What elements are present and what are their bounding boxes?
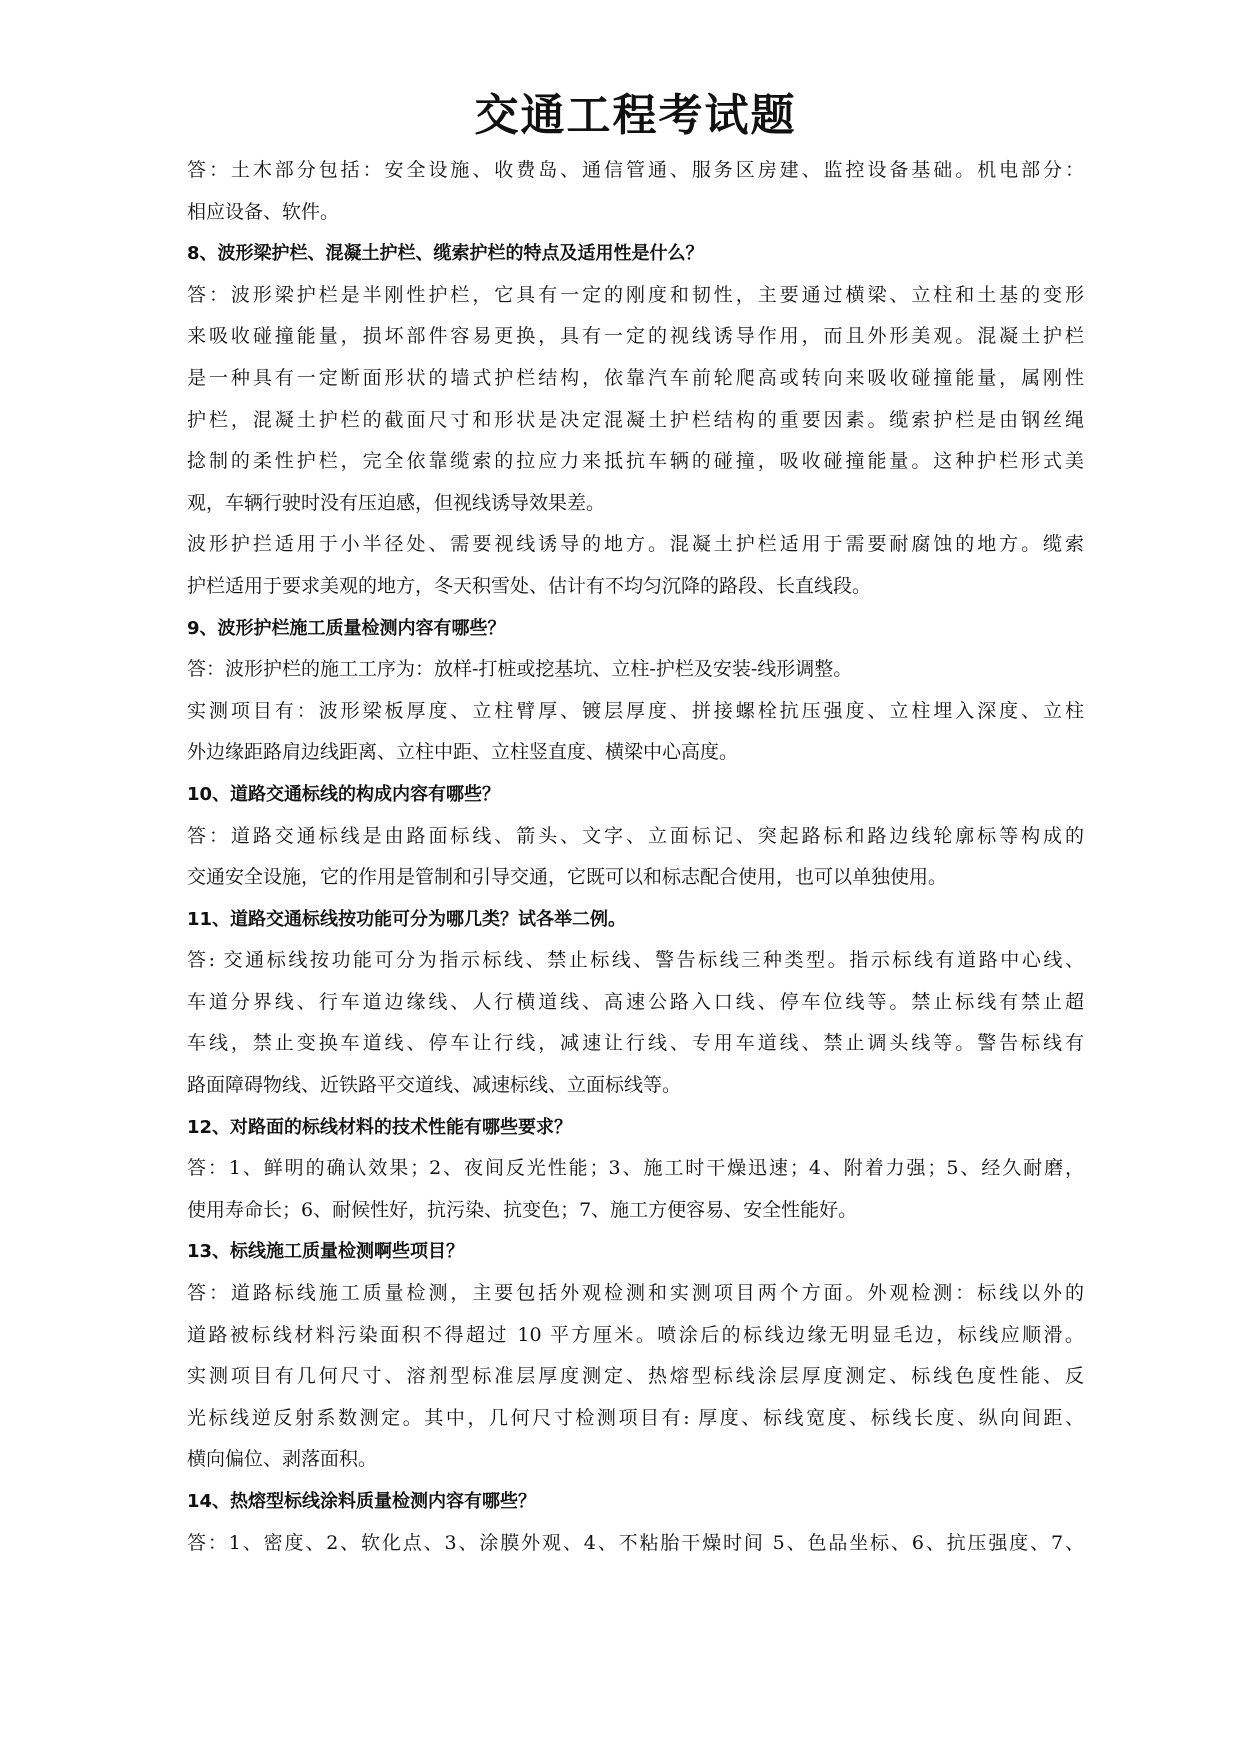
answer-text-line: 答：道路交通标线是由路面标线、箭头、文字、立面标记、突起路标和路边线轮廓标等构成的	[187, 824, 1084, 847]
answer-text-line: 光标线逆反射系数测定。其中，几何尺寸检测项目有: 厚度、标线宽度、标线长度、纵向间距、	[187, 1406, 1084, 1429]
question-heading: 11、道路交通标线按功能可分为哪几类？试各举二例。	[187, 908, 627, 930]
answer-text-line: 车线，禁止变换车道线、停车让行线，减速让行线、专用车道线、禁止调头线等。警告标线有	[187, 1032, 1084, 1055]
answer-text-line: 答：1、密度、2、软化点、3、涂膜外观、4、不粘胎干燥时间 5、色品坐标、6、抗压强度、7、	[187, 1531, 1084, 1554]
question-heading: 8、波形梁护栏、混凝土护栏、缆索护栏的特点及适用性是什么？	[187, 243, 704, 265]
answer-text-line: 护栏，混凝土护栏的截面尺寸和形状是决定混凝土护栏结构的重要因素。缆索护栏是由钢丝绳	[187, 408, 1084, 431]
answer-text-line: 交通安全设施，它的作用是管制和引导交通，它既可以和标志配合使用，也可以单独使用。	[187, 866, 948, 889]
question-heading: 12、对路面的标线材料的技术性能有哪些要求？	[187, 1116, 573, 1138]
answer-text-line: 相应设备、软件。	[187, 200, 340, 223]
answer-text-line: 实测项目有几何尺寸、溶剂型标准层厚度测定、热熔型标线涂层厚度测定、标线色度性能、反	[187, 1365, 1084, 1388]
question-heading: 9、波形护栏施工质量检测内容有哪些？	[187, 617, 506, 639]
answer-text-line: 捻制的柔性护栏，完全依靠缆索的拉应力来抵抗车辆的碰撞，吸收碰撞能量。这种护栏形式美	[187, 450, 1084, 473]
answer-text-line: 使用寿命长；6、耐候性好，抗污染、抗变色；7、施工方便容易、安全性能好。	[187, 1198, 858, 1221]
answer-text-line: 答：土木部分包括：安全设施、收费岛、通信管通、服务区房建、监控设备基础。机电部分：	[187, 159, 1084, 181]
question-heading: 14、热熔型标线涂料质量检测内容有哪些？	[187, 1491, 537, 1512]
answer-text-line: 答: 交通标线按功能可分为指示标线、禁止标线、警告标线三种类型。指示标线有道路中心线、	[187, 949, 1084, 972]
question-heading: 10、道路交通标线的构成内容有哪些？	[187, 783, 501, 805]
answer-text-line: 实测项目有：波形梁板厚度、立柱臂厚、镀层厚度、拼接螺栓抗压强度、立柱埋入深度、立柱	[187, 699, 1084, 722]
question-heading: 13、标线施工质量检测啊些项目？	[187, 1241, 465, 1263]
answer-text-line: 路面障碍物线、近铁路平交道线、减速标线、立面标线等。	[187, 1074, 682, 1097]
answer-text-line: 来吸收碰撞能量，损坏部件容易更换，具有一定的视线诱导作用，而且外形美观。混凝土护栏	[187, 325, 1084, 348]
answer-text-line: 观，车辆行驶时没有压迫感，但视线诱导效果差。	[187, 491, 606, 514]
answer-text-line: 车道分界线、行车道边缘线、人行横道线、高速公路入口线、停车位线等。禁止标线有禁止超	[187, 990, 1084, 1013]
document-page	[187, 86, 1084, 1564]
document-body	[187, 150, 1084, 1564]
answer-text-line: 是一种具有一定断面形状的墙式护栏结构，依靠汽车前轮爬高或转向来吸收碰撞能量，属刚性	[187, 366, 1084, 389]
answer-text-line: 横向偏位、剥落面积。	[187, 1448, 378, 1471]
answer-text-line: 答：道路标线施工质量检测，主要包括外观检测和实测项目两个方面。外观检测：标线以外的	[187, 1282, 1084, 1305]
answer-text-line: 答：波形梁护栏是半刚性护栏，它具有一定的刚度和韧性，主要通过横梁、立柱和土基的变形	[187, 283, 1084, 306]
answer-text-line: 护栏适用于要求美观的地方，冬天积雪处、估计有不均匀沉降的路段、长直线段。	[187, 574, 872, 597]
answer-text-line: 道路被标线材料污染面积不得超过 10 平方厘米。喷涂后的标线边缘无明显毛边，标线应顺滑。	[187, 1323, 1084, 1346]
answer-text-line: 答：1、鲜明的确认效果；2、夜间反光性能；3、施工时干燥迅速；4、附着力强；5、经久耐磨，	[187, 1157, 1084, 1180]
answer-text-line: 波形护拦适用于小半径处、需要视线诱导的地方。混凝土护栏适用于需要耐腐蚀的地方。缆索	[187, 533, 1084, 556]
document-title: 交通工程考试题	[474, 90, 797, 141]
answer-text-line: 外边缘距路肩边线距离、立柱中距、立柱竖直度、横梁中心高度。	[187, 741, 739, 764]
answer-text-line: 答：波形护栏的施工工序为：放样-打桩或挖基坑、立柱-护栏及安装-线形调整。	[187, 658, 853, 681]
